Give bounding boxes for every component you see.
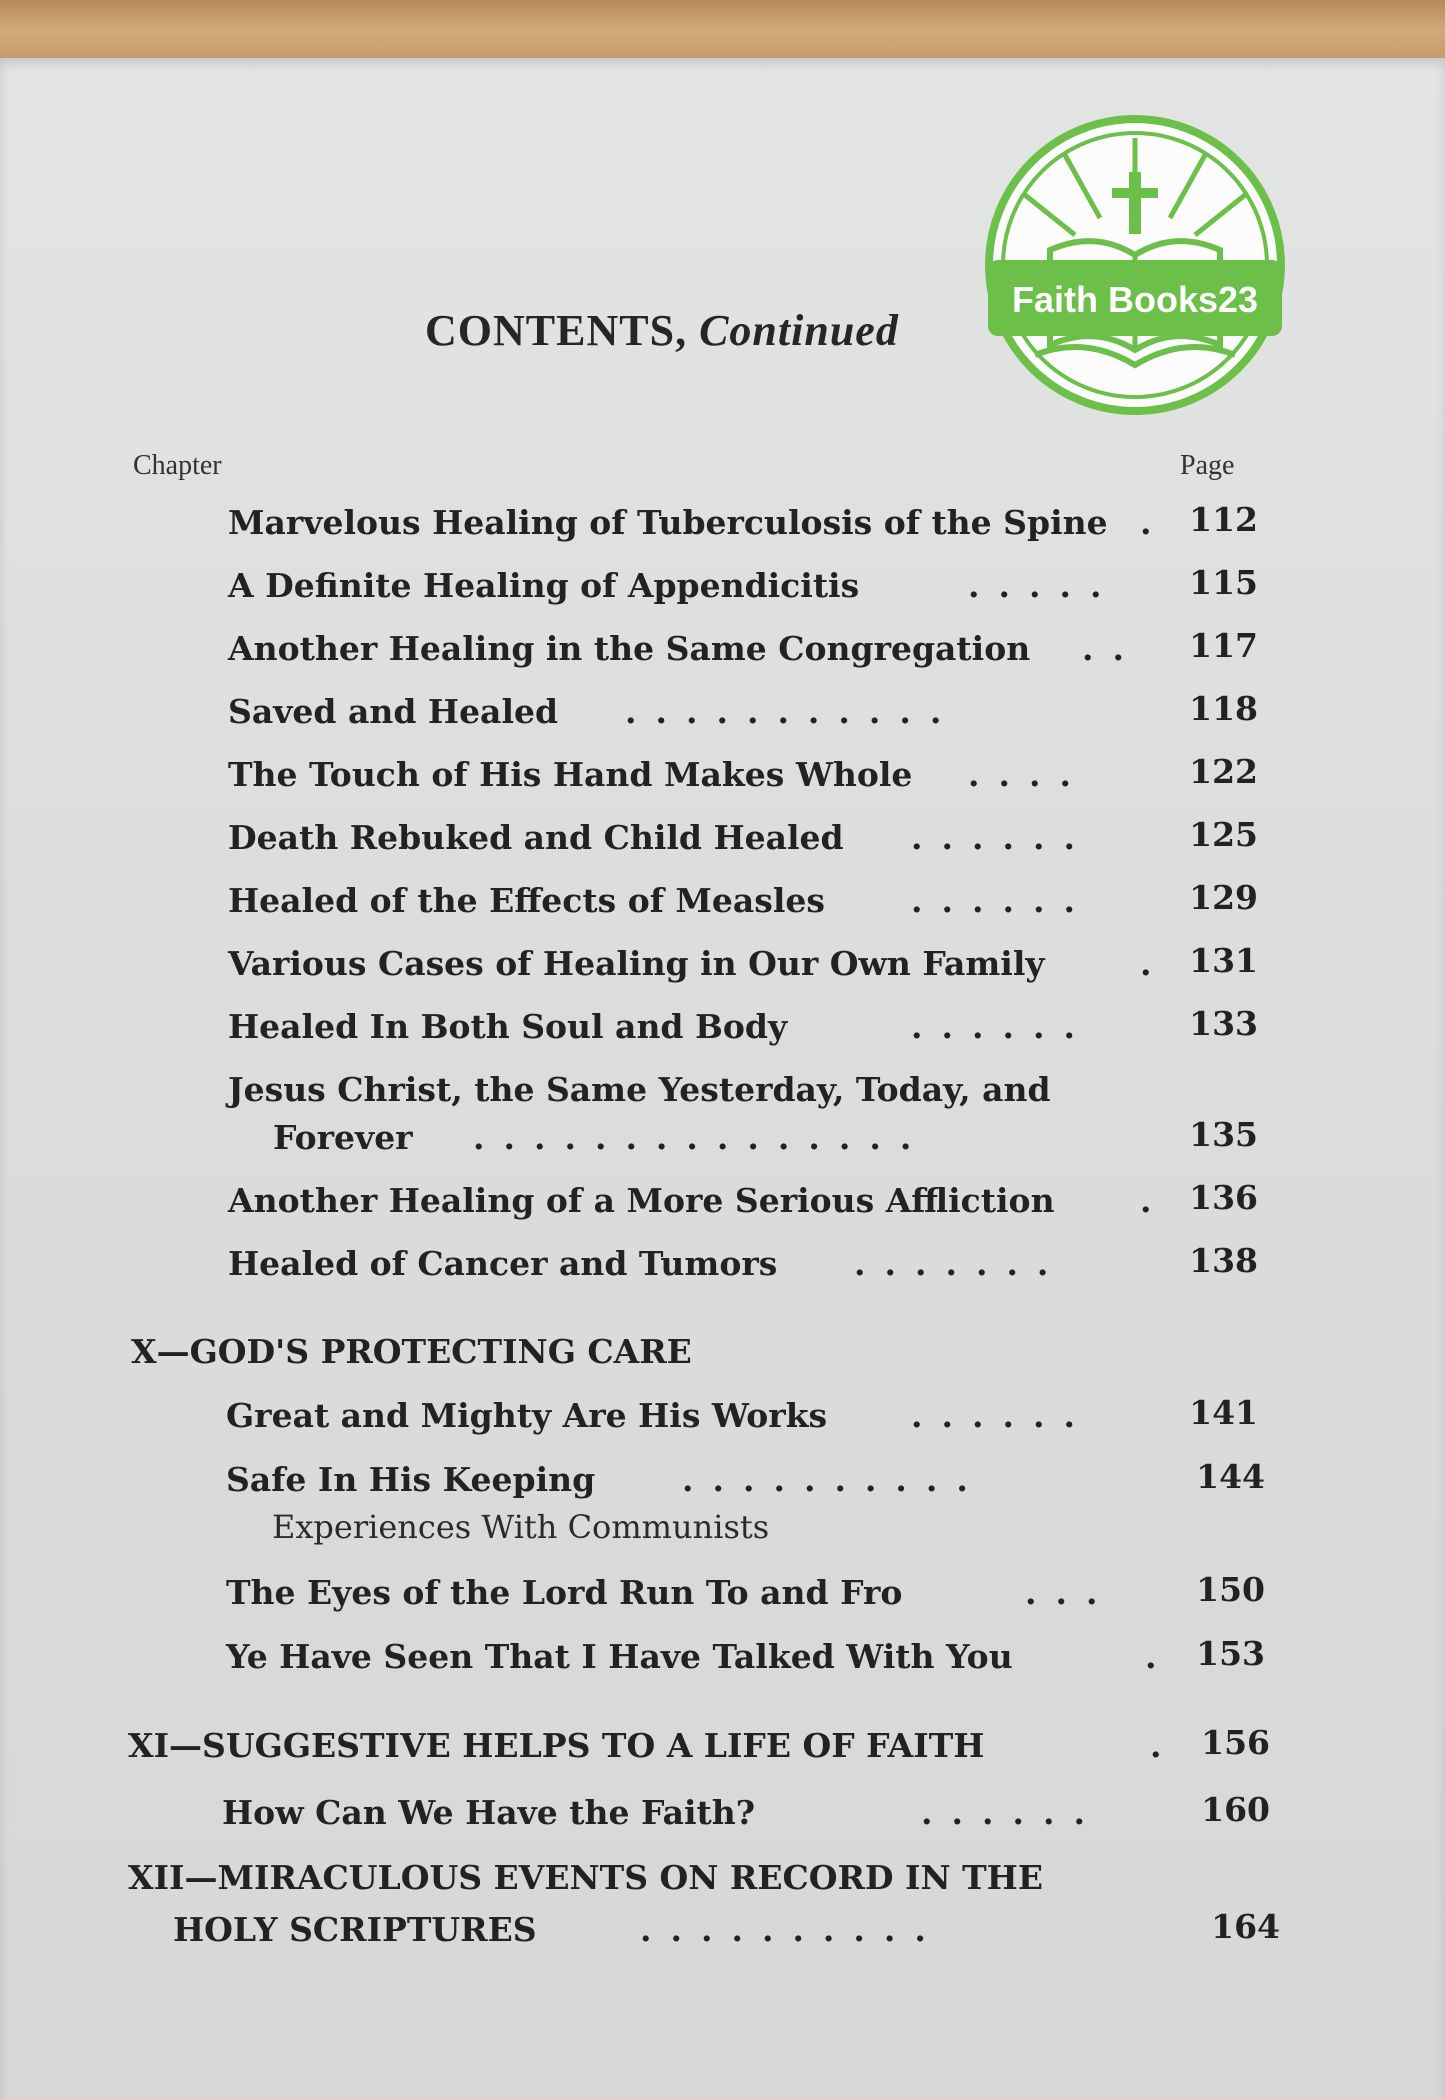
logo-text: Faith Books23 — [1011, 279, 1259, 320]
page-title — [425, 305, 899, 356]
page-number: 118 — [1189, 689, 1258, 728]
leader-dots: .......... — [640, 1910, 945, 1949]
leader-dots: .... — [968, 755, 1090, 794]
page-number: 112 — [1189, 500, 1258, 539]
chapter-heading: X—GOD'S PROTECTING CARE — [131, 1332, 692, 1371]
toc-entry-title: The Eyes of the Lord Run To and Fro — [226, 1573, 903, 1612]
page-number: 135 — [1189, 1115, 1258, 1154]
page-number: 129 — [1189, 878, 1258, 917]
leader-dots: . — [1140, 503, 1171, 542]
toc-entry-title: Healed In Both Soul and Body — [228, 1007, 788, 1046]
leader-dots: ...... — [911, 1396, 1094, 1435]
leader-dots: ... — [1025, 1573, 1117, 1612]
leader-dots: ........... — [625, 692, 961, 731]
toc-entry-title: Saved and Healed — [228, 692, 559, 731]
page-number: 141 — [1189, 1393, 1258, 1432]
page-number: 150 — [1196, 1570, 1265, 1609]
toc-entry-title: Various Cases of Healing in Our Own Family — [228, 944, 1045, 983]
toc-entry-title: Great and Mighty Are His Works — [226, 1396, 828, 1435]
leader-dots: ...... — [911, 881, 1094, 920]
toc-entry-title: Another Healing of a More Serious Affliction — [228, 1181, 1055, 1220]
toc-entry-title: Death Rebuked and Child Healed — [228, 818, 844, 857]
toc-entry-title: Safe In His Keeping — [226, 1460, 596, 1499]
toc-entry-title: A Definite Healing of Appendicitis — [228, 566, 860, 605]
page-number: 156 — [1201, 1723, 1270, 1762]
toc-subentry: Experiences With Communists — [272, 1508, 770, 1546]
toc-entry-title: Healed of the Effects of Measles — [228, 881, 825, 920]
toc-entry-title: The Touch of His Hand Makes Whole — [228, 755, 913, 794]
toc-entry-title: Ye Have Seen That I Have Talked With You — [226, 1637, 1013, 1676]
page-number: 136 — [1189, 1178, 1258, 1217]
page-number: 133 — [1189, 1004, 1258, 1043]
page-number: 117 — [1189, 626, 1258, 665]
leader-dots: ...... — [911, 1007, 1094, 1046]
faith-books-logo — [980, 110, 1290, 420]
page-number: 122 — [1189, 752, 1258, 791]
leader-dots: ....... — [854, 1244, 1068, 1283]
leader-dots: .......... — [682, 1460, 987, 1499]
leader-dots: .. — [1082, 629, 1143, 668]
leader-dots: . — [1150, 1726, 1181, 1765]
toc-entry-title: Healed of Cancer and Tumors — [228, 1244, 778, 1283]
leader-dots: ............... — [473, 1118, 931, 1157]
chapter-heading-continued: HOLY SCRIPTURES — [173, 1910, 537, 1949]
page-number: 144 — [1196, 1457, 1265, 1496]
page-number: 138 — [1189, 1241, 1258, 1280]
toc-entry-title: Marvelous Healing of Tuberculosis of the Spine — [228, 503, 1108, 542]
page-number: 115 — [1189, 563, 1258, 602]
page-column-header: Page — [1180, 450, 1235, 481]
leader-dots: . — [1145, 1637, 1176, 1676]
leader-dots: . — [1140, 1181, 1171, 1220]
page-number: 153 — [1196, 1634, 1265, 1673]
page-number: 160 — [1201, 1790, 1270, 1829]
leader-dots: . — [1140, 944, 1171, 983]
title-continued: Continued — [699, 306, 899, 355]
toc-entry-title: Another Healing in the Same Congregation — [228, 629, 1031, 668]
leader-dots: ..... — [968, 566, 1121, 605]
page-number: 164 — [1211, 1907, 1280, 1946]
leader-dots: ...... — [921, 1793, 1104, 1832]
leader-dots: ...... — [911, 818, 1094, 857]
toc-entry-title: How Can We Have the Faith? — [222, 1793, 756, 1832]
chapter-heading: XI—SUGGESTIVE HELPS TO A LIFE OF FAITH — [128, 1726, 985, 1765]
page-number: 131 — [1189, 941, 1258, 980]
title-main: CONTENTS, — [425, 306, 688, 355]
chapter-column-header: Chapter — [133, 450, 222, 481]
page-number: 125 — [1189, 815, 1258, 854]
chapter-heading: XII—MIRACULOUS EVENTS ON RECORD IN THE — [128, 1858, 1044, 1897]
toc-entry-title-continued: Forever — [273, 1118, 413, 1157]
toc-entry-title: Jesus Christ, the Same Yesterday, Today, and — [228, 1070, 1051, 1109]
